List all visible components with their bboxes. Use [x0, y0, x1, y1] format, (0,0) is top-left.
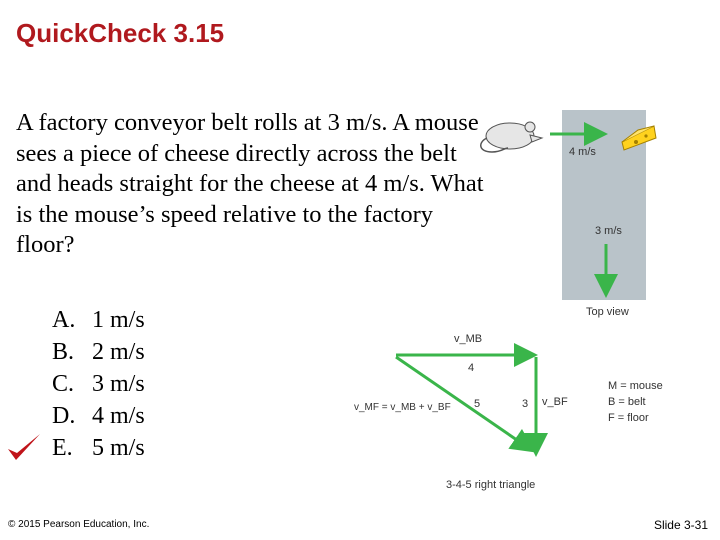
choice-d[interactable]: [52, 400, 145, 432]
mouse-speed-label: 4 m/s: [569, 146, 596, 158]
legend: [608, 378, 663, 426]
vector-bf-label: v_BF: [542, 396, 568, 408]
legend-belt: B = belt: [608, 396, 646, 408]
checkmark-icon: [4, 432, 44, 464]
choice-letter: C.: [52, 371, 75, 397]
vector-mb-label: v_MB: [454, 333, 483, 345]
choice-text: 2 m/s: [92, 339, 145, 365]
copyright-text: © 2015 Pearson Education, Inc.: [8, 519, 150, 530]
top-view-diagram: [478, 108, 678, 323]
belt-speed-label: 3 m/s: [595, 225, 622, 237]
choice-a[interactable]: [52, 304, 145, 336]
choice-text: 5 m/s: [92, 435, 145, 461]
choice-text: 3 m/s: [92, 371, 145, 397]
legend-floor: F = floor: [608, 412, 649, 424]
vector-equation: v_MF = v_MB + v_BF: [354, 402, 451, 413]
choice-b[interactable]: [52, 336, 145, 368]
choice-text: 1 m/s: [92, 307, 145, 333]
choice-letter: E.: [52, 435, 73, 461]
slide-title: QuickCheck 3.15: [16, 18, 225, 48]
mouse-icon: [481, 122, 542, 152]
hypotenuse-label: 5: [474, 398, 481, 410]
triangle-caption: 3-4-5 right triangle: [446, 479, 536, 491]
choice-letter: A.: [52, 307, 76, 333]
side-top-label: 4: [468, 362, 475, 374]
side-right-label: 3: [522, 398, 529, 410]
choice-letter: B.: [52, 339, 75, 365]
choice-letter: D.: [52, 403, 76, 429]
choice-e[interactable]: [52, 432, 145, 464]
choice-text: 4 m/s: [92, 403, 145, 429]
question-text: A factory conveyor belt rolls at 3 m/s. A mouse sees a piece of cheese directly across the belt and heads straight for the cheese at 4 m/s. What is the mouse’s speed relative to the factory floor?: [16, 109, 484, 258]
slide-number: Slide 3-31: [653, 518, 708, 532]
choice-c[interactable]: [52, 368, 145, 400]
top-view-caption: Top view: [586, 306, 629, 318]
answer-choices: [52, 304, 145, 464]
vector-triangle-diagram: [350, 325, 570, 465]
legend-mouse: M = mouse: [608, 380, 663, 392]
